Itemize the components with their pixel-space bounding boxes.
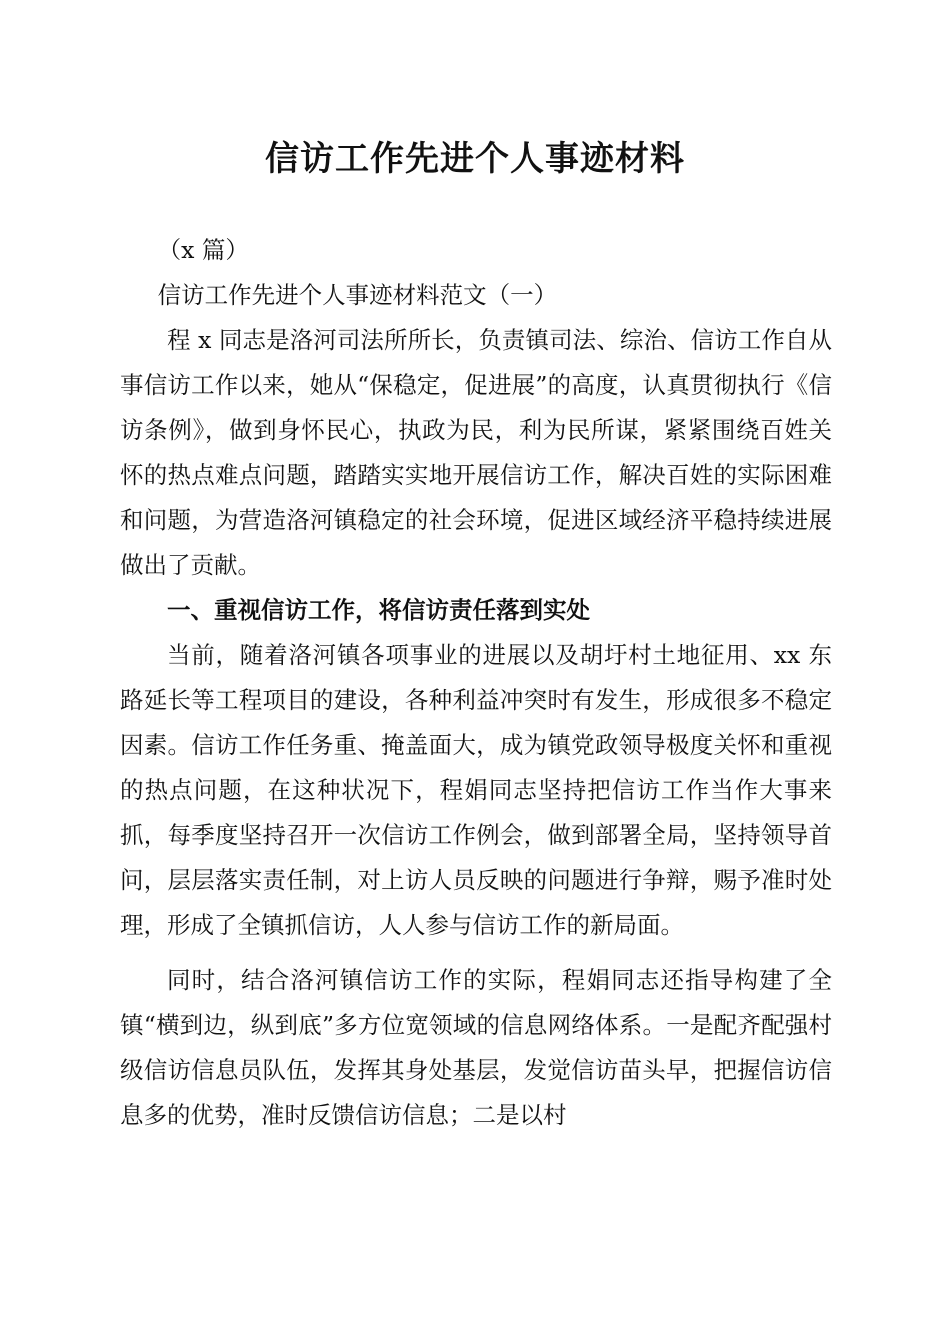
subtitle: （x 篇） — [157, 236, 249, 264]
intro-paragraph: 程 x 同志是洛河司法所所长，负责镇司法、综治、信访工作自从事信访工作以来，她从“保稳定，促进展”的高度，认真贯彻执行《信访条例》，做到身怀民心，执政为民，利为民所谋，紧紧围绕百姓关怀的热点难点问题，踏踏实实地开展信访工作，解决百姓的实际困难和问题，为营造洛河镇稳定的社会环境，促进区域经济平稳持续进展做出了贡献。 — [120, 326, 832, 579]
section-paragraph-2: 同时，结合洛河镇信访工作的实际，程娟同志还指导构建了全镇“横到边，纵到底”多方位宽领域的信息网络体系。一是配齐配强村级信访信息员队伍，发挥其身处基层，发觉信访苗头早，把握信访信息多的优势，准时反馈信访信息；二是以村 — [120, 966, 832, 1129]
article-title: 信访工作先进个人事迹材料范文（一） — [157, 281, 558, 309]
section-paragraph-1: 当前，随着洛河镇各项事业的进展以及胡圩村土地征用、xx 东路延长等工程项目的建设，各种利益冲突时有发生，形成很多不稳定因素。信访工作任务重、掩盖面大，成为镇党政领导极度关怀和重视的热点问题，在这种状况下，程娟同志坚持把信访工作当作大事来抓，每季度坚持召开一次信访工作例会，做到部署全局，坚持领导首问，层层落实责任制，对上访人员反映的问题进行争辩，赐予准时处理，形成了全镇抓信访，人人参与信访工作的新局面。 — [120, 641, 832, 939]
section-heading: 一、重视信访工作，将信访责任落到实处 — [167, 596, 590, 624]
document-body — [120, 228, 832, 1138]
document-title: 信访工作先进个人事迹材料 — [265, 139, 685, 179]
